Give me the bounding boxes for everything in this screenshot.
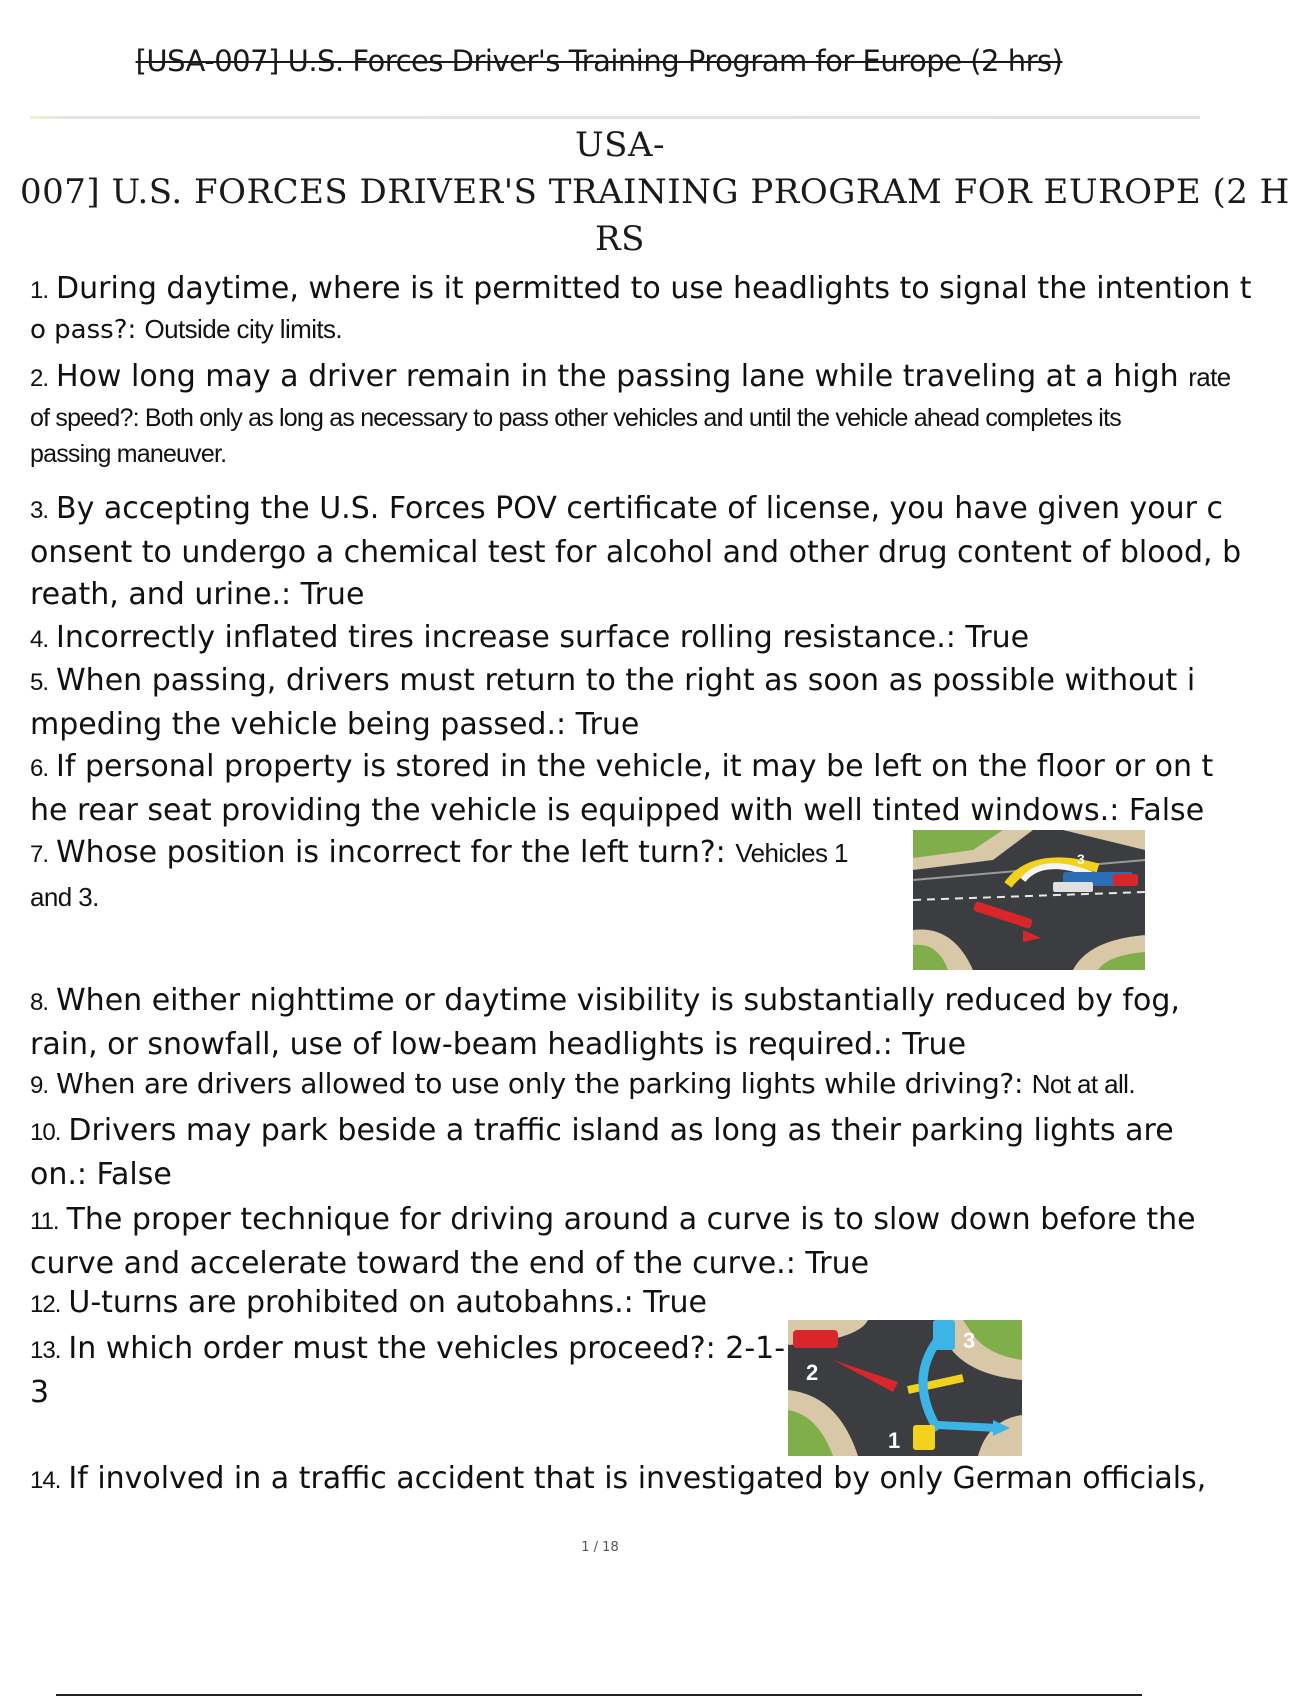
question-number: 12. — [30, 1291, 61, 1318]
question-number: 8. — [30, 989, 49, 1016]
question-1 — [30, 268, 1252, 347]
question-2 — [30, 356, 1231, 472]
question-8 — [30, 980, 1200, 1066]
question-text: During daytime, where is it permitted to use headlights to signal the intention t — [56, 271, 1252, 306]
question-number: 11. — [30, 1208, 59, 1235]
question-12 — [30, 1282, 1200, 1326]
question-text-cont: rain, or snowfall, use of low-beam headlights is required.: True — [30, 1027, 967, 1062]
question-number: 14. — [30, 1467, 61, 1494]
question-number: 4. — [30, 626, 49, 653]
question-3 — [30, 488, 1242, 616]
title-line-3: RS — [595, 219, 645, 259]
question-text: When are drivers allowed to use only the parking lights while driving?: — [56, 1067, 1032, 1100]
question-text: Drivers may park beside a traffic island as long as their parking lights are — [68, 1113, 1174, 1148]
page-number: 1 / 18 — [581, 1540, 619, 1555]
question-number: 3. — [30, 497, 49, 524]
question-text-cont: he rear seat providing the vehicle is equipped with well tinted windows.: False — [30, 793, 1205, 828]
question-text: When passing, drivers must return to the right as soon as possible without i — [56, 663, 1196, 698]
vehicle-label: 3 — [1077, 851, 1085, 867]
question-text-cont: mpeding the vehicle being passed.: True — [30, 707, 640, 742]
answer-text: of speed?: Both only as long as necessary to pass other vehicles and until the vehicle ahead completes its — [30, 404, 1121, 432]
title-line-1: USA- — [575, 125, 665, 165]
question-5 — [30, 660, 1200, 746]
answer-text: Outside city limits. — [144, 314, 343, 344]
question-13 — [30, 1328, 790, 1414]
question-number: 10. — [30, 1119, 61, 1146]
document-title — [20, 122, 1290, 263]
question-text: When either nighttime or daytime visibility is substantially reduced by fog, — [56, 983, 1180, 1018]
answer-text: Not at all. — [1031, 1069, 1135, 1099]
footer-divider — [56, 1694, 1142, 1696]
answer-text-cont: passing maneuver. — [30, 440, 227, 468]
vehicle-label-1: 1 — [888, 1428, 901, 1453]
question-text: By accepting the U.S. Forces POV certificate of license, you have given your c — [56, 491, 1223, 526]
question-4 — [30, 617, 1200, 661]
question-number: 9. — [30, 1072, 49, 1099]
question-text: Whose position is incorrect for the left turn?: — [56, 835, 736, 870]
question-text: If personal property is stored in the vehicle, it may be left on the floor or on t — [56, 749, 1214, 784]
running-header: [USA-007] U.S. Forces Driver's Training Program for Europe (2 hrs) — [135, 44, 1063, 78]
question-9 — [30, 1063, 1200, 1107]
question-6 — [30, 746, 1214, 832]
question-text-cont-2: reath, and urine.: True — [30, 577, 365, 612]
question-number: 7. — [30, 841, 49, 868]
question-number: 5. — [30, 669, 49, 696]
question-11 — [30, 1199, 1200, 1285]
vehicle-label-2: 2 — [806, 1360, 819, 1385]
header-divider — [30, 116, 1200, 119]
question-text-cont: curve and accelerate toward the end of the curve.: True — [30, 1246, 870, 1281]
question-text: Incorrectly inflated tires increase surface rolling resistance.: True — [56, 620, 1030, 655]
question-text: How long may a driver remain in the passing lane while traveling at a high — [56, 359, 1189, 394]
question-7 — [30, 832, 890, 918]
question-text-cont: o pass?: — [30, 315, 145, 345]
title-line-2: 007] U.S. FORCES DRIVER'S TRAINING PROGRAM FOR EUROPE (2 H — [20, 172, 1290, 212]
question-text: The proper technique for driving around a curve is to slow down before the — [66, 1202, 1196, 1237]
question-number: 1. — [30, 277, 49, 304]
question-text: If involved in a traffic accident that is investigated by only German officials, — [68, 1461, 1207, 1496]
answer-text: Vehicles 1 and 3. — [30, 838, 848, 912]
question-text-cont: on.: False — [30, 1157, 172, 1192]
question-text: U-turns are prohibited on autobahns.: True — [68, 1285, 707, 1320]
question-10 — [30, 1110, 1200, 1196]
vehicle-label-3: 3 — [963, 1328, 976, 1353]
intersection-image — [913, 830, 1145, 970]
question-number: 6. — [30, 755, 49, 782]
question-number: 2. — [30, 365, 49, 392]
intersection-order-illustration — [788, 1320, 1022, 1456]
left-turn-intersection-illustration — [913, 830, 1145, 970]
question-number: 13. — [30, 1337, 61, 1364]
question-text-tail: rate — [1188, 362, 1231, 392]
question-text-cont: onsent to undergo a chemical test for alcohol and other drug content of blood, b — [30, 535, 1242, 570]
question-14 — [30, 1458, 1207, 1502]
question-text: In which order must the vehicles proceed?: 2-1-3 — [30, 1331, 786, 1410]
intersection-image — [788, 1320, 1022, 1456]
